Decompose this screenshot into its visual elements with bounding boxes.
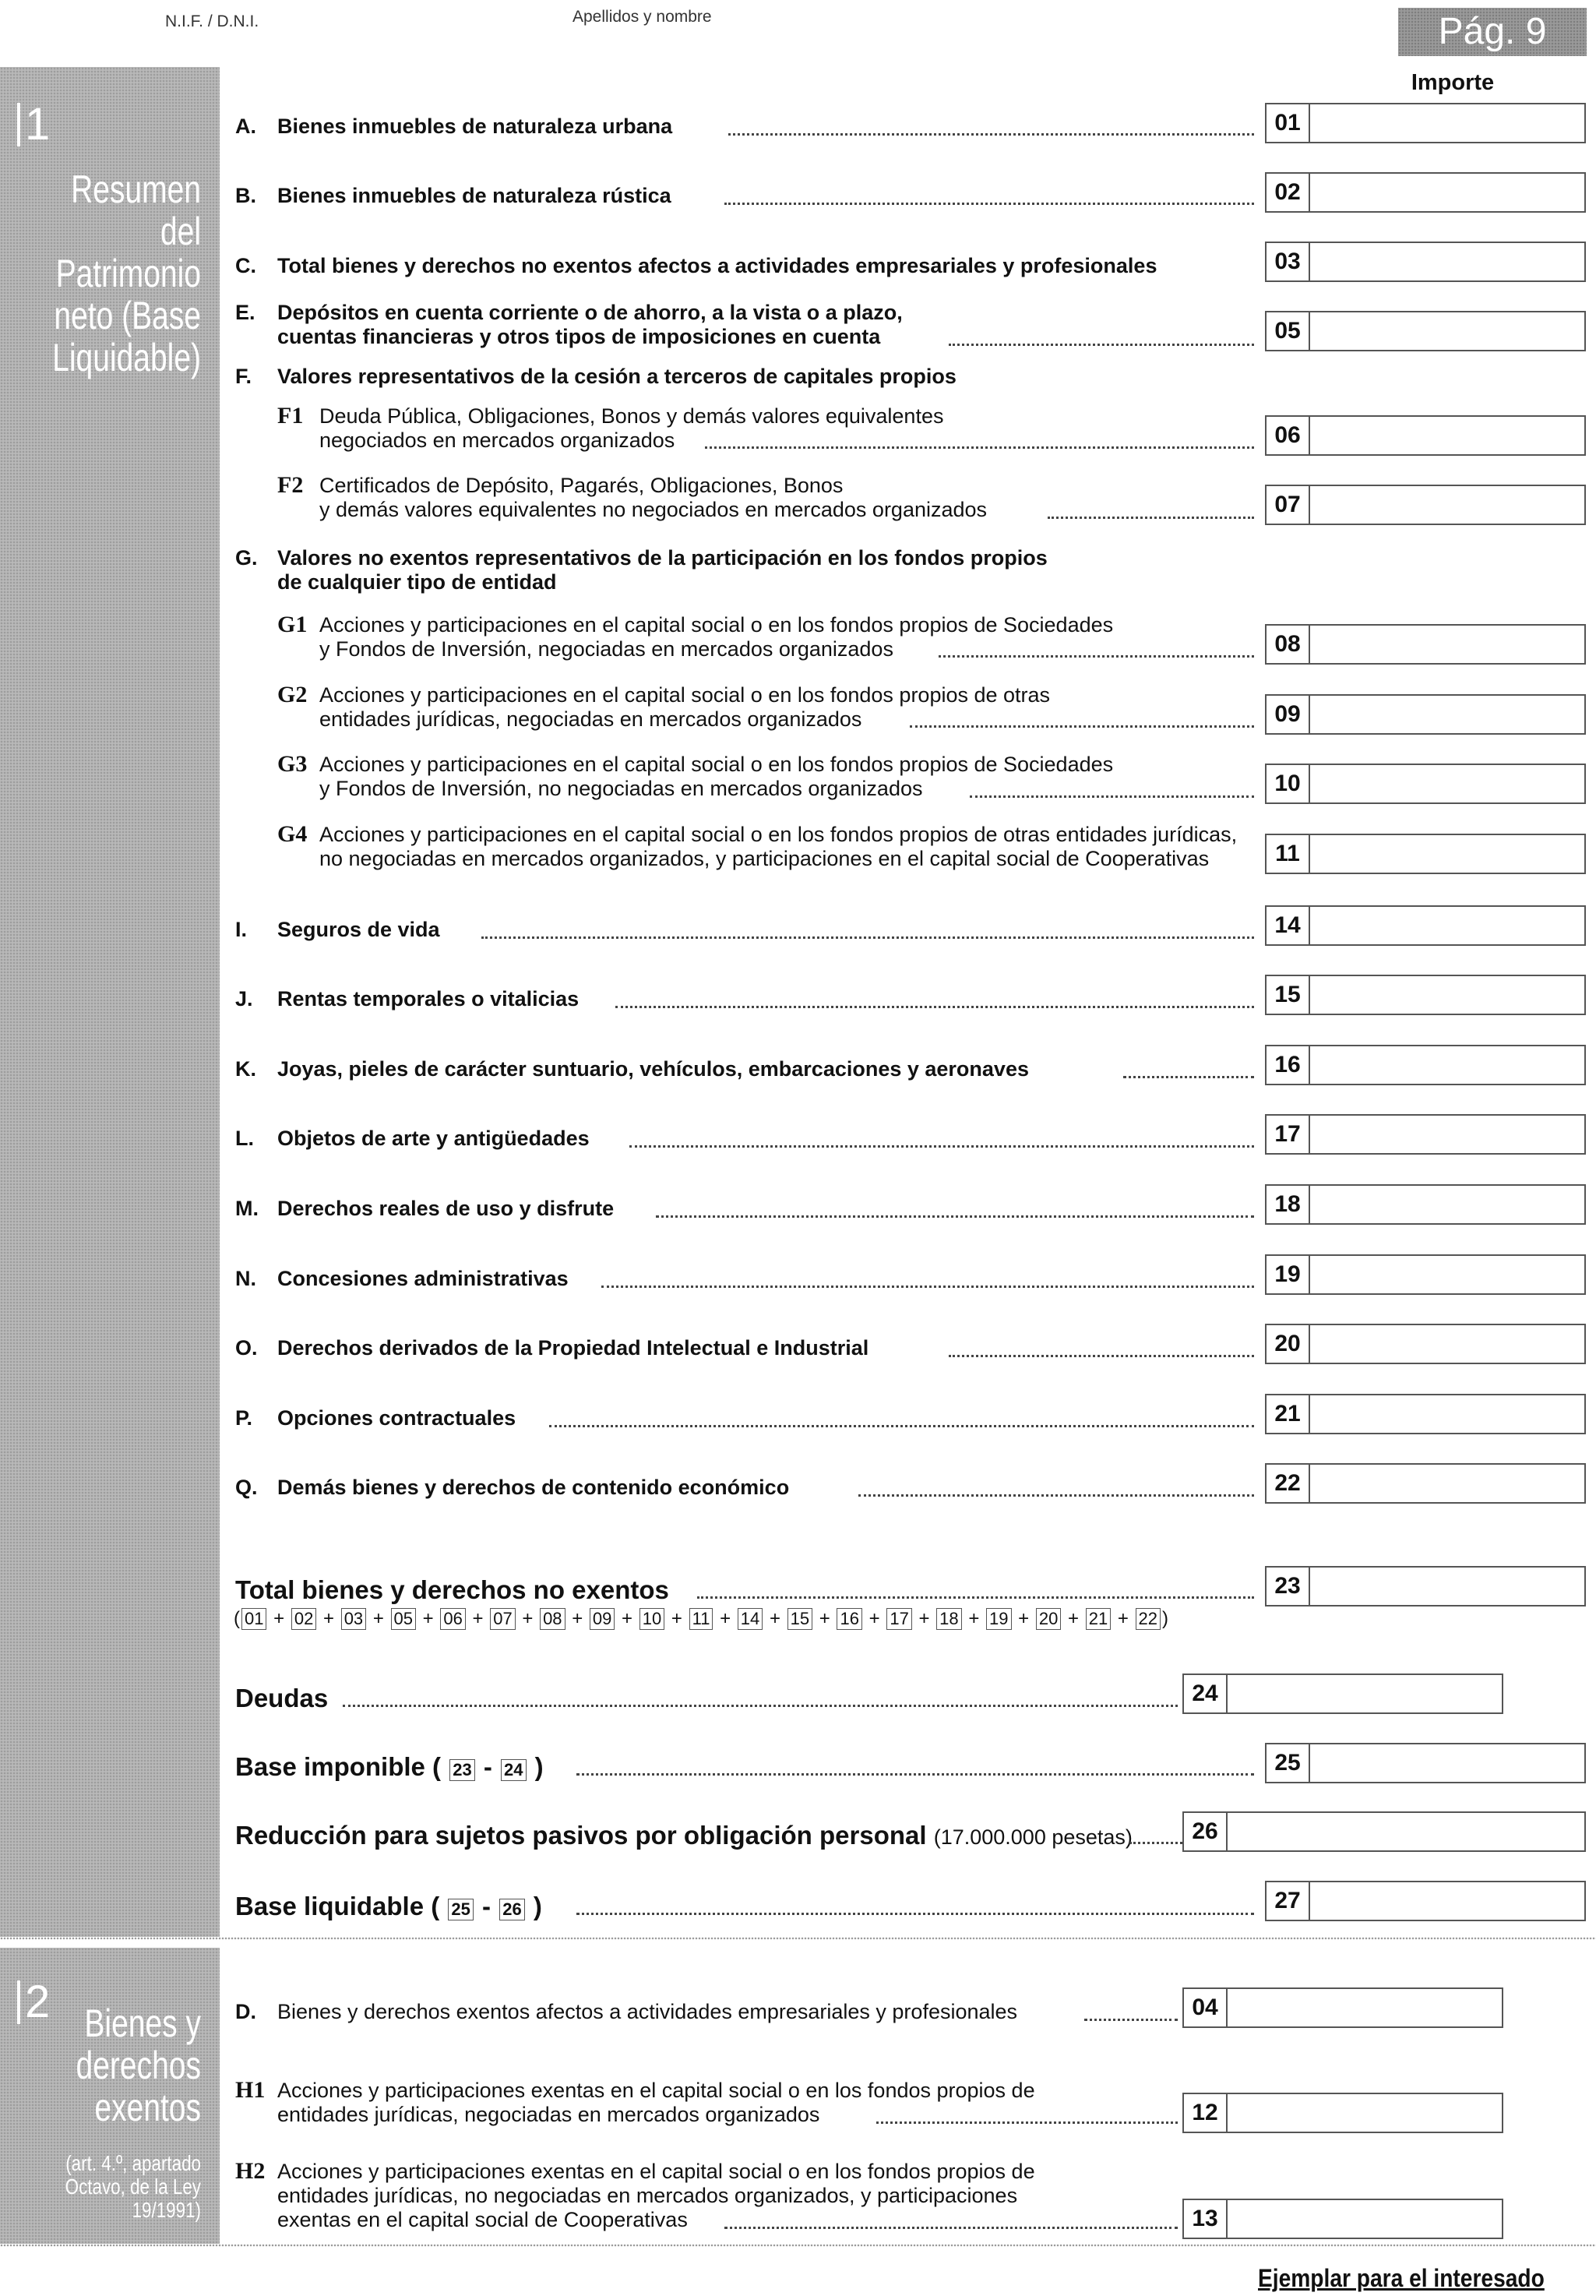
nif-label: N.I.F. / D.N.I.: [165, 12, 259, 30]
sum-formula: ( 01 + 02 + 03 + 05 + 06 + 07 + 08 + 09 + 10 + 11 + 14 + 15 + 16 + 17 + 18 + 19 + 20 + 21 + 22 ): [234, 1608, 1169, 1629]
sum-code-box: 20: [1036, 1608, 1061, 1630]
field-10[interactable]: 10: [1265, 764, 1586, 804]
total-label: Total bienes y derechos no exentos: [235, 1575, 669, 1604]
field-19[interactable]: 19: [1265, 1254, 1586, 1295]
field-08[interactable]: 08: [1265, 624, 1586, 665]
field-07[interactable]: 07: [1265, 485, 1586, 525]
sum-code-box: 09: [590, 1608, 615, 1630]
field-17[interactable]: 17: [1265, 1114, 1586, 1155]
field-25[interactable]: 25: [1265, 1743, 1586, 1783]
sum-code-box: 22: [1136, 1608, 1161, 1630]
footer-copy-label: Ejemplar para el interesado: [1258, 2264, 1545, 2292]
field-01[interactable]: 01: [1265, 103, 1586, 143]
sum-code-box: 06: [440, 1608, 465, 1630]
sum-code-box: 08: [540, 1608, 565, 1630]
sum-code-box: 18: [936, 1608, 961, 1630]
field-22[interactable]: 22: [1265, 1463, 1586, 1504]
field-09[interactable]: 09: [1265, 694, 1586, 735]
sum-code-box: 17: [886, 1608, 911, 1630]
field-06[interactable]: 06: [1265, 415, 1586, 456]
section2-number: 2: [17, 1976, 50, 2028]
section1-number: 1: [17, 98, 50, 150]
name-label: Apellidos y nombre: [573, 8, 712, 26]
importe-header: Importe: [1411, 70, 1495, 95]
page-number-badge: Pág. 9: [1398, 8, 1587, 56]
field-02[interactable]: 02: [1265, 172, 1586, 213]
sum-code-box: 19: [986, 1608, 1011, 1630]
section1-sidebar: [0, 67, 220, 1937]
field-12[interactable]: 12: [1182, 2093, 1503, 2133]
sum-code-box: 02: [291, 1608, 316, 1630]
sum-code-box: 16: [837, 1608, 861, 1630]
section1-title: Resumen del Patrimonio neto (Base Liquidable): [52, 168, 201, 379]
sum-code-box: 01: [241, 1608, 266, 1630]
sum-code-box: 11: [689, 1608, 713, 1630]
field-11[interactable]: 11: [1265, 834, 1586, 874]
base-imponible-label: Base imponible ( 23 - 24 ): [235, 1752, 544, 1781]
field-04[interactable]: 04: [1182, 1987, 1503, 2028]
sum-code-box: 14: [738, 1608, 763, 1630]
field-13[interactable]: 13: [1182, 2199, 1503, 2239]
sum-code-box: 21: [1086, 1608, 1111, 1630]
field-26[interactable]: 26: [1182, 1811, 1586, 1852]
field-16[interactable]: 16: [1265, 1045, 1586, 1085]
field-18[interactable]: 18: [1265, 1184, 1586, 1225]
section-separator: [0, 1937, 1596, 1940]
sum-code-box: 03: [341, 1608, 366, 1630]
field-21[interactable]: 21: [1265, 1394, 1586, 1434]
section2-note: (art. 4.º, apartado Octavo, de la Ley 19/1991): [65, 2151, 201, 2222]
bottom-separator: [0, 2244, 1596, 2247]
field-27[interactable]: 27: [1265, 1881, 1586, 1921]
deudas-label: Deudas: [235, 1684, 329, 1712]
field-15[interactable]: 15: [1265, 975, 1586, 1015]
field-05[interactable]: 05: [1265, 311, 1586, 351]
base-liquidable-label: Base liquidable ( 25 - 26 ): [235, 1892, 542, 1920]
sum-code-box: 15: [787, 1608, 812, 1630]
section2-title: Bienes y derechos exentos: [76, 2002, 201, 2129]
sum-code-box: 07: [490, 1608, 515, 1630]
field-14[interactable]: 14: [1265, 905, 1586, 946]
section2-sidebar: [0, 1948, 220, 2244]
sum-code-box: 05: [391, 1608, 416, 1630]
field-20[interactable]: 20: [1265, 1324, 1586, 1364]
reduccion-label: Reducción para sujetos pasivos por obligación personal (17.000.000 pesetas): [235, 1821, 1133, 1850]
sum-code-box: 10: [639, 1608, 664, 1630]
field-23[interactable]: 23: [1265, 1566, 1586, 1606]
field-03[interactable]: 03: [1265, 242, 1586, 282]
field-24[interactable]: 24: [1182, 1674, 1503, 1714]
